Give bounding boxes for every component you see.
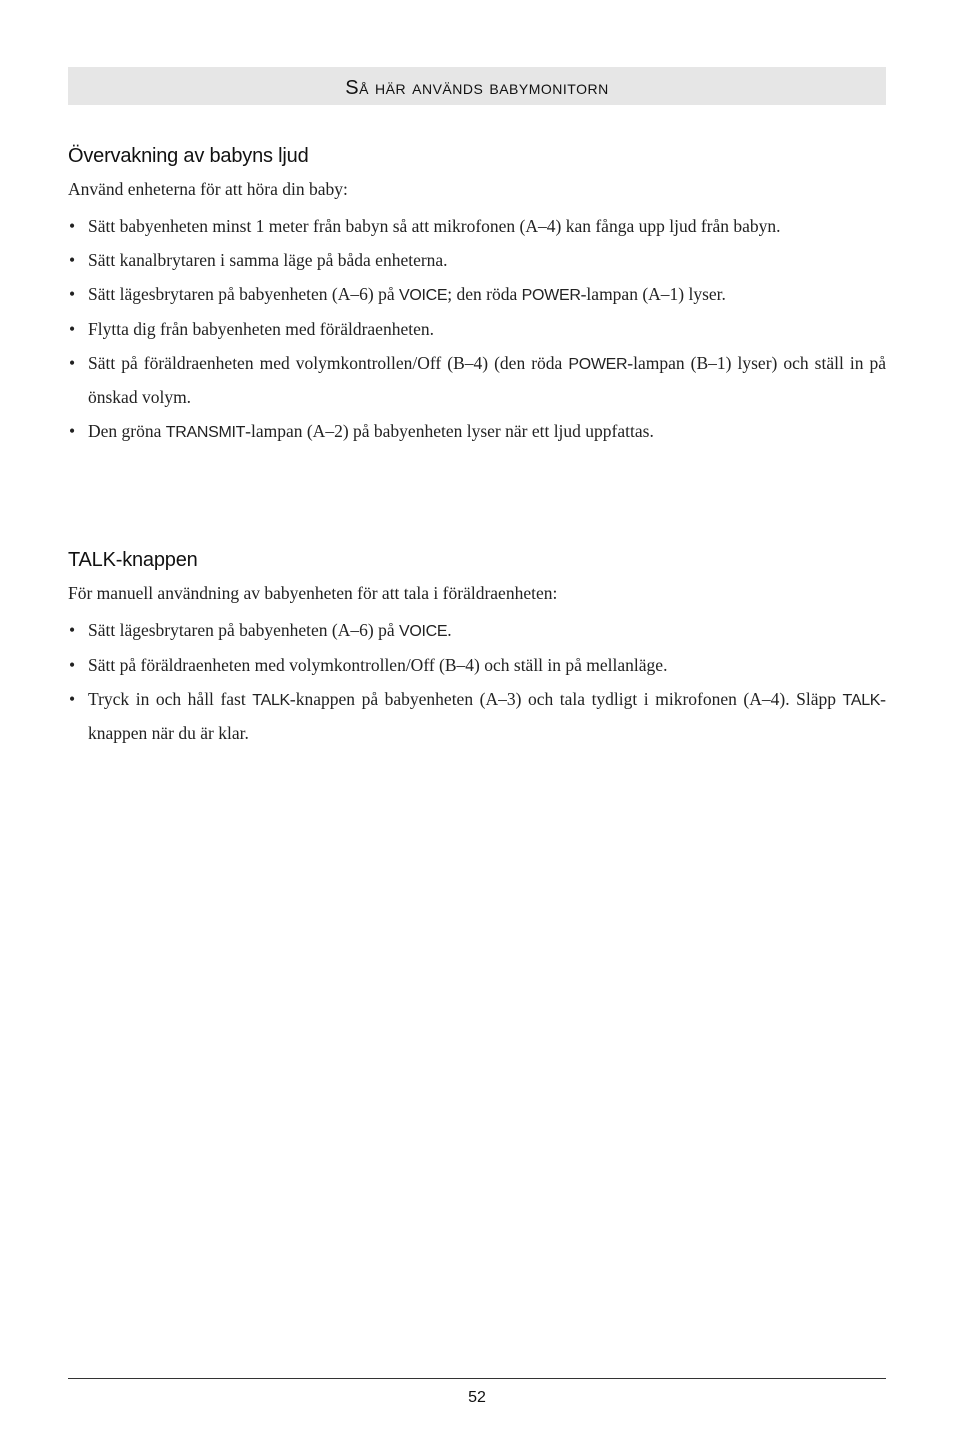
text-run: .	[447, 620, 452, 640]
section-heading: TALK-knappen	[68, 549, 198, 571]
control-label: POWER	[521, 287, 581, 304]
section-header-bar	[68, 67, 886, 105]
control-label: VOICE	[399, 623, 448, 640]
text-run: Sätt på föräldraenheten med volymkontrollen/Off (B–4) och ställ in på mellanläge.	[88, 655, 668, 675]
bullet-list	[68, 614, 886, 750]
list-item	[68, 683, 886, 750]
text-run: -knappen på babyenheten (A–3) och tala tydligt i mikrofonen (A–4). Släpp	[289, 689, 843, 709]
text-run: Sätt lägesbrytaren på babyenheten (A–6) på	[88, 620, 399, 640]
text-run: Flytta dig från babyenheten med föräldraenheten.	[88, 319, 434, 339]
list-item	[68, 313, 886, 346]
page-number: 52	[468, 1389, 486, 1406]
control-label: TALK	[252, 692, 290, 709]
bullet-list	[68, 210, 886, 449]
text-run: Sätt kanalbrytaren i samma läge på båda enheterna.	[88, 250, 448, 270]
page-title: Så här används babymonitorn	[345, 76, 609, 99]
text-run: Sätt lägesbrytaren på babyenheten (A–6) på	[88, 284, 399, 304]
text-run: Den gröna	[88, 421, 166, 441]
control-label: TALK	[842, 692, 881, 709]
list-item	[68, 244, 886, 277]
text-run: ; den röda	[447, 284, 522, 304]
section-intro: För manuell användning av babyenheten för att tala i föräldraenheten:	[68, 583, 558, 603]
control-label: VOICE	[399, 287, 448, 304]
text-run: Tryck in och håll fast	[88, 689, 253, 709]
text-run: -lampan (B–1) lyser) och ställ in på önskad volym.	[88, 353, 886, 407]
text-run: Sätt babyenheten minst 1 meter från babyn så att mikrofonen (A–4) kan fånga upp ljud från babyn.	[88, 216, 781, 236]
section-heading: Övervakning av babyns ljud	[68, 145, 309, 167]
text-run: -lampan (A–1) lyser.	[580, 284, 726, 304]
list-item	[68, 649, 886, 682]
list-item	[68, 278, 886, 312]
footer-divider	[68, 1378, 886, 1379]
text-run: Sätt på föräldraenheten med volymkontrollen/Off (B–4) (den röda	[88, 353, 569, 373]
section-intro: Använd enheterna för att höra din baby:	[68, 179, 348, 199]
control-label: TRANSMIT	[165, 424, 246, 441]
text-run: -knappen när du är klar.	[88, 689, 886, 743]
control-label: POWER	[568, 356, 628, 373]
list-item	[68, 614, 886, 648]
list-item	[68, 347, 886, 414]
section-talk-button	[68, 549, 886, 751]
section-sound-monitoring	[68, 145, 886, 450]
list-item	[68, 415, 886, 449]
text-run: -lampan (A–2) på babyenheten lyser när ett ljud uppfattas.	[245, 421, 654, 441]
list-item	[68, 210, 886, 243]
